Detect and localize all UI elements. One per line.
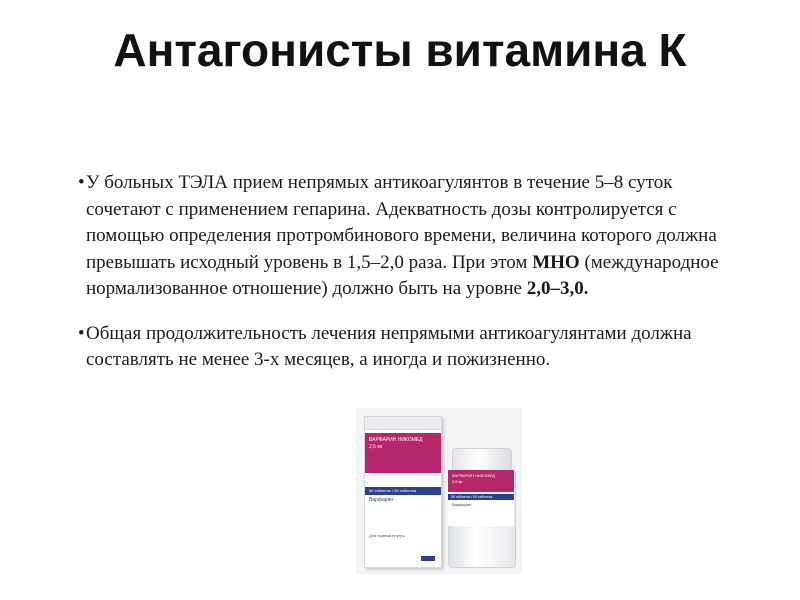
bottle-brand: ВАРФАРИН НИКОМЕД bbox=[452, 473, 495, 478]
bullet-list bbox=[78, 170, 726, 374]
bottle-cap bbox=[452, 448, 512, 472]
bottle-brand-text bbox=[452, 473, 512, 485]
bottle-brand-band bbox=[448, 470, 514, 492]
bottle-count-strip bbox=[448, 494, 514, 500]
warfarin-package-image bbox=[356, 408, 522, 574]
bullet-text-bold: 2,0–3,0. bbox=[526, 278, 589, 299]
box-brand: ВАРФАРИН НИКОМЕД bbox=[369, 437, 423, 443]
bottle-label bbox=[448, 470, 514, 526]
bullet-marker: • bbox=[78, 172, 85, 193]
box-brand-band bbox=[365, 433, 441, 473]
bullet-text-bold: МНО bbox=[532, 251, 580, 273]
bullet-text: (международное нормализованное отношение) должно быть на уровне bbox=[86, 251, 719, 299]
box-dose: 2,5 мг bbox=[369, 444, 383, 450]
box-count: 50 таблеток / 50 таблетка bbox=[369, 488, 417, 493]
bullet-marker: • bbox=[78, 322, 85, 344]
bullet-text: У больных ТЭЛА прием непрямых антикоагулянтов в течение 5–8 суток сочетают с применением гепарина. Адекватность дозы контролируется с помощью определения протромбинового времени, величина которого должна превышать исходный уровень в 1,5–2,0 раза. При этом bbox=[86, 172, 717, 273]
box-drug-name: Варфарин bbox=[369, 497, 394, 503]
box-count-strip bbox=[365, 487, 441, 495]
manufacturer-logo bbox=[421, 556, 435, 561]
bottle-count: 50 таблеток / 50 таблетка bbox=[451, 495, 493, 499]
bottle-drug-name: Варфарин bbox=[452, 502, 472, 507]
bullet-text: Общая продолжительность лечения непрямыми антикоагулянтами должна составлять не менее 3-х месяцев, а иногда и пожизненно. bbox=[86, 322, 692, 370]
medicine-box bbox=[364, 416, 442, 568]
medicine-bottle bbox=[448, 448, 514, 566]
box-route: Для приема внутрь bbox=[369, 533, 405, 538]
bottle-dose: 2,5 мг bbox=[452, 479, 463, 484]
bullet-item bbox=[78, 170, 726, 303]
slide-title: Антагонисты витамина К bbox=[113, 24, 687, 76]
bullet-item bbox=[78, 321, 726, 374]
box-brand-text bbox=[369, 437, 437, 451]
box-lid bbox=[365, 417, 441, 430]
